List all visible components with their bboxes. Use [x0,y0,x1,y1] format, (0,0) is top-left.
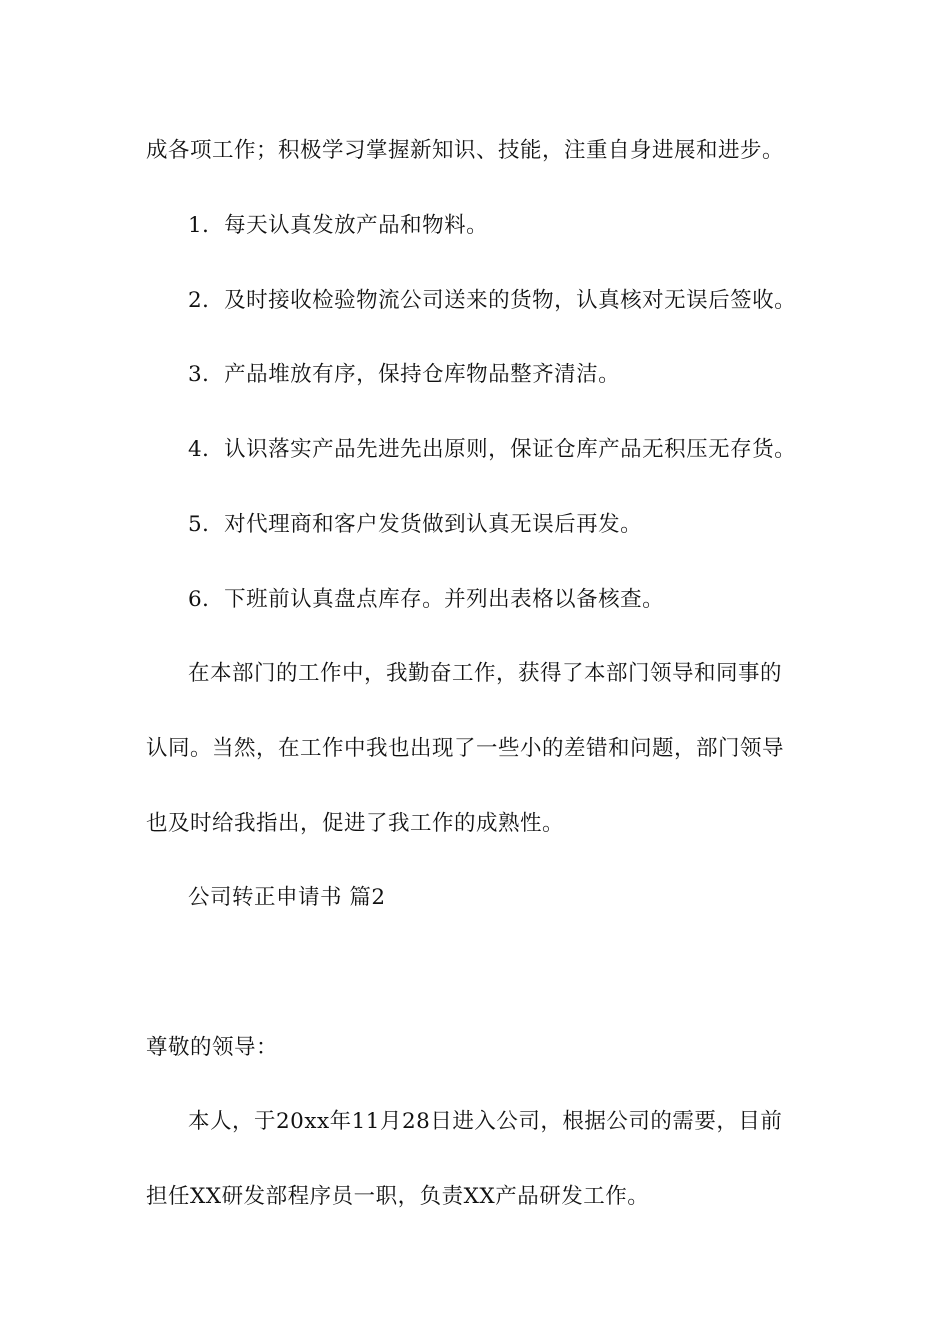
list-item-3: 3．产品堆放有序，保持仓库物品整齐清洁。 [188,362,621,387]
paragraph-line: 担任XX研发部程序员一职，负责XX产品研发工作。 [146,1184,650,1209]
list-item-5: 5．对代理商和客户发货做到认真无误后再发。 [188,512,643,537]
list-item-2: 2．及时接收检验物流公司送来的货物，认真核对无误后签收。 [188,288,797,313]
list-item-4: 4．认识落实产品先进先出原则，保证仓库产品无积压无存货。 [188,437,797,462]
section-heading: 公司转正申请书 篇2 [188,885,386,910]
list-item-6: 6．下班前认真盘点库存。并列出表格以备核查。 [188,587,665,612]
paragraph-line: 也及时给我指出，促进了我工作的成熟性。 [146,811,565,836]
paragraph-line: 认同。当然，在工作中我也出现了一些小的差错和问题，部门领导 [146,736,785,761]
paragraph-line: 本人，于20xx年11月28日进入公司，根据公司的需要，目前 [188,1109,783,1134]
paragraph-line: 在本部门的工作中，我勤奋工作，获得了本部门领导和同事的 [188,661,783,686]
paragraph-continuation-line: 成各项工作；积极学习掌握新知识、技能，注重自身进展和进步。 [146,138,785,163]
salutation: 尊敬的领导： [146,1035,279,1060]
list-item-1: 1．每天认真发放产品和物料。 [188,213,489,238]
